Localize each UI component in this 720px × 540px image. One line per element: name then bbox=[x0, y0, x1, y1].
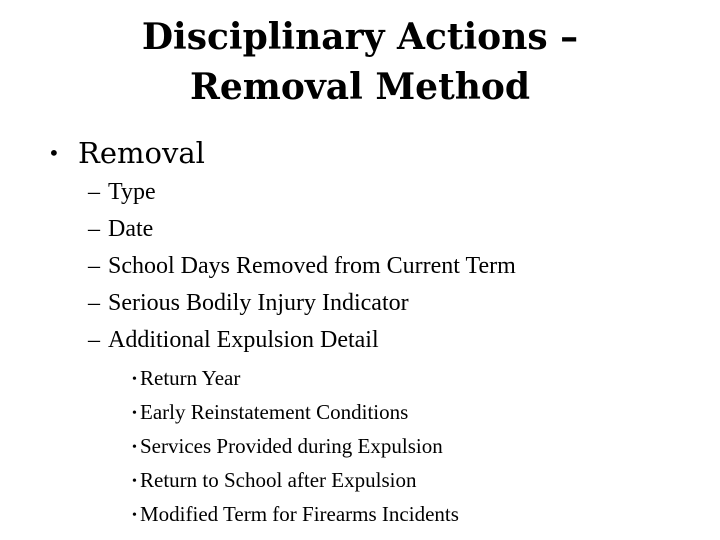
sub-sub-bullet-text: Modified Term for Firearms Incidents bbox=[140, 502, 459, 526]
sub-sub-bullet-item bbox=[132, 396, 459, 430]
sub-sub-bullet-list bbox=[132, 362, 459, 532]
dash-marker: – bbox=[88, 253, 100, 279]
sub-bullet-item bbox=[88, 211, 516, 248]
sub-sub-bullet-text: Return to School after Expulsion bbox=[140, 468, 417, 492]
sub-bullet-text: Date bbox=[108, 216, 154, 242]
bullet-removal bbox=[48, 135, 205, 171]
sub-bullet-text: Serious Bodily Injury Indicator bbox=[108, 290, 409, 316]
sub-sub-bullet-text: Services Provided during Expulsion bbox=[140, 434, 443, 458]
sub-bullet-text: School Days Removed from Current Term bbox=[108, 253, 516, 279]
sub-sub-bullet-text: Return Year bbox=[140, 366, 241, 390]
sub-sub-bullet-item bbox=[132, 430, 459, 464]
bullet-marker: • bbox=[48, 141, 60, 165]
bullet-marker: • bbox=[132, 440, 137, 455]
sub-bullet-item bbox=[88, 285, 516, 322]
bullet-marker: • bbox=[132, 474, 137, 489]
dash-marker: – bbox=[88, 327, 100, 353]
slide-title-line-1: Disciplinary Actions – bbox=[141, 16, 579, 58]
slide-title-line-2: Removal Method bbox=[189, 66, 531, 108]
sub-sub-bullet-item bbox=[132, 362, 459, 396]
dash-marker: – bbox=[88, 216, 100, 242]
bullet-label: Removal bbox=[78, 136, 205, 170]
dash-marker: – bbox=[88, 179, 100, 205]
slide-title bbox=[0, 12, 720, 112]
sub-bullet-text: Type bbox=[108, 179, 156, 205]
sub-bullet-item bbox=[88, 248, 516, 285]
bullet-marker: • bbox=[132, 372, 137, 387]
sub-bullet-item bbox=[88, 174, 516, 211]
sub-sub-bullet-text: Early Reinstatement Conditions bbox=[140, 400, 409, 424]
bullet-marker: • bbox=[132, 406, 137, 421]
bullet-marker: • bbox=[132, 508, 137, 523]
sub-bullet-item bbox=[88, 322, 516, 359]
sub-bullet-text: Additional Expulsion Detail bbox=[108, 327, 379, 353]
sub-sub-bullet-item bbox=[132, 498, 459, 532]
dash-marker: – bbox=[88, 290, 100, 316]
sub-sub-bullet-item bbox=[132, 464, 459, 498]
sub-bullet-list bbox=[88, 174, 516, 359]
